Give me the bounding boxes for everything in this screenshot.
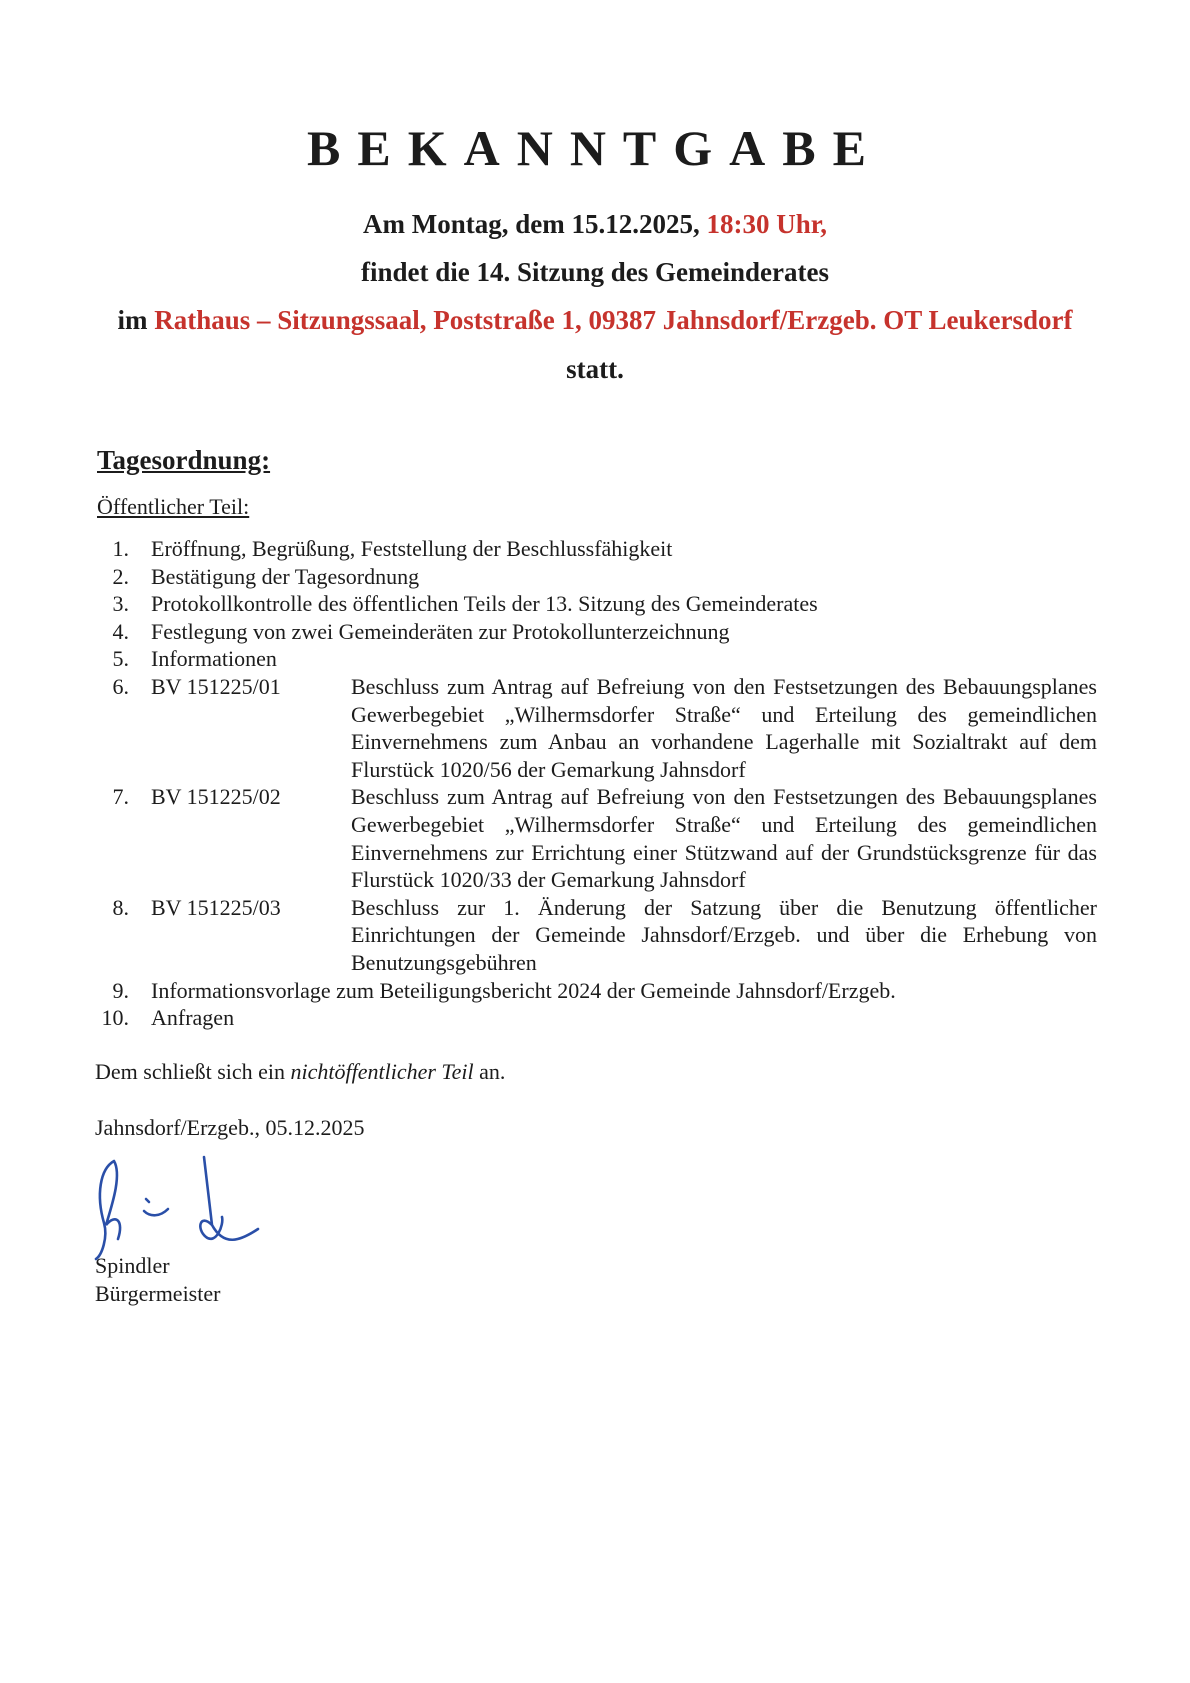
meeting-location: Rathaus – Sitzungssaal, Poststraße 1, 09387 Jahnsdorf/Erzgeb. OT Leukersdorf	[154, 305, 1073, 335]
closing-note	[95, 1058, 505, 1086]
closing-suffix: an.	[479, 1059, 506, 1084]
agenda-subheading: Öffentlicher Teil:	[97, 494, 250, 519]
agenda-item-text: Anfragen	[151, 1005, 235, 1031]
agenda-list	[97, 535, 1097, 1032]
meeting-time: 18:30 Uhr,	[706, 209, 827, 239]
agenda-item-7	[97, 783, 1097, 893]
agenda-item-number: 3.	[112, 591, 129, 617]
agenda-item-number: 7.	[112, 784, 129, 810]
signer-role: Bürgermeister	[95, 1281, 221, 1306]
agenda-heading: Tagesordnung:	[97, 445, 271, 475]
agenda-item-code: BV 151225/01	[151, 673, 281, 699]
agenda-item-10	[97, 1004, 1097, 1032]
agenda-item-number: 6.	[112, 673, 129, 699]
meeting-description: findet die 14. Sitzung des Gemeinderates	[361, 257, 829, 287]
agenda-item-number: 4.	[112, 618, 129, 644]
agenda-item-text: Beschluss zum Antrag auf Befreiung von den Festsetzungen des Bebauungsplanes Gewerbegebiet „Wilhermsdorfer Straße“ und Erteilung des gemeindlichen Einvernehmens zur Errichtung einer Stützwand auf der Grundstücksgrenze für das Flurstück 1020/33 der Gemarkung Jahnsdorf	[351, 784, 1097, 893]
agenda-item-4	[97, 618, 1097, 646]
agenda-item-number: 5.	[112, 646, 129, 672]
closing-italic: nichtöffentlicher Teil	[290, 1059, 474, 1084]
agenda-item-code: BV 151225/03	[151, 894, 281, 920]
agenda-item-text: Festlegung von zwei Gemeinderäten zur Protokollunterzeichnung	[151, 618, 730, 644]
agenda-item-code: BV 151225/02	[151, 784, 281, 810]
agenda-item-number: 10.	[101, 1005, 129, 1031]
agenda-item-text: Eröffnung, Begrüßung, Feststellung der Beschlussfähigkeit	[151, 536, 673, 561]
agenda-item-text: Informationsvorlage zum Beteiligungsbericht 2024 der Gemeinde Jahnsdorf/Erzgeb.	[151, 977, 896, 1003]
location-prefix: im	[117, 305, 148, 335]
agenda-item-text: Beschluss zur 1. Änderung der Satzung über die Benutzung öffentlicher Einrichtungen der Gemeinde Jahnsdorf/Erzgeb. und über die Erhebung von Benutzungsgebühren	[351, 894, 1097, 975]
document-title: BEKANNTGABE	[307, 120, 883, 176]
agenda-item-number: 9.	[112, 977, 129, 1003]
agenda-item-text: Informationen	[151, 646, 277, 672]
meeting-date: Am Montag, dem 15.12.2025,	[363, 209, 700, 239]
agenda-item-8	[97, 894, 1097, 977]
agenda-item-5	[97, 645, 1097, 673]
agenda-item-number: 8.	[112, 894, 129, 920]
closing-prefix: Dem schließt sich ein	[95, 1059, 286, 1084]
meeting-location-line	[0, 303, 1190, 337]
agenda-item-3	[97, 590, 1097, 618]
agenda-item-text: Beschluss zum Antrag auf Befreiung von den Festsetzungen des Bebauungsplanes Gewerbegebiet „Wilhermsdorfer Straße“ und Erteilung des gemeindlichen Einvernehmens zum Anbau an vorhandene Lagerhalle mit Sozialtrakt auf dem Flurstück 1020/56 der Gemarkung Jahnsdorf	[351, 673, 1097, 782]
agenda-item-number: 2.	[112, 563, 129, 589]
agenda-item-6	[97, 673, 1097, 783]
agenda-item-1	[97, 535, 1097, 563]
signature-stroke-3	[200, 1157, 258, 1240]
signature-stroke-1	[96, 1161, 120, 1259]
place-date: Jahnsdorf/Erzgeb., 05.12.2025	[95, 1115, 365, 1140]
signature-stroke-2	[144, 1199, 168, 1215]
agenda-item-2	[97, 563, 1097, 591]
agenda-item-9	[97, 977, 1097, 1005]
agenda-item-text: Bestätigung der Tagesordnung	[151, 563, 420, 589]
signer-name: Spindler	[95, 1253, 170, 1278]
meeting-date-line	[0, 207, 1190, 241]
agenda-item-text: Protokollkontrolle des öffentlichen Teils der 13. Sitzung des Gemeinderates	[151, 591, 818, 617]
agenda-item-number: 1.	[112, 536, 129, 561]
meeting-statt: statt.	[566, 354, 624, 384]
